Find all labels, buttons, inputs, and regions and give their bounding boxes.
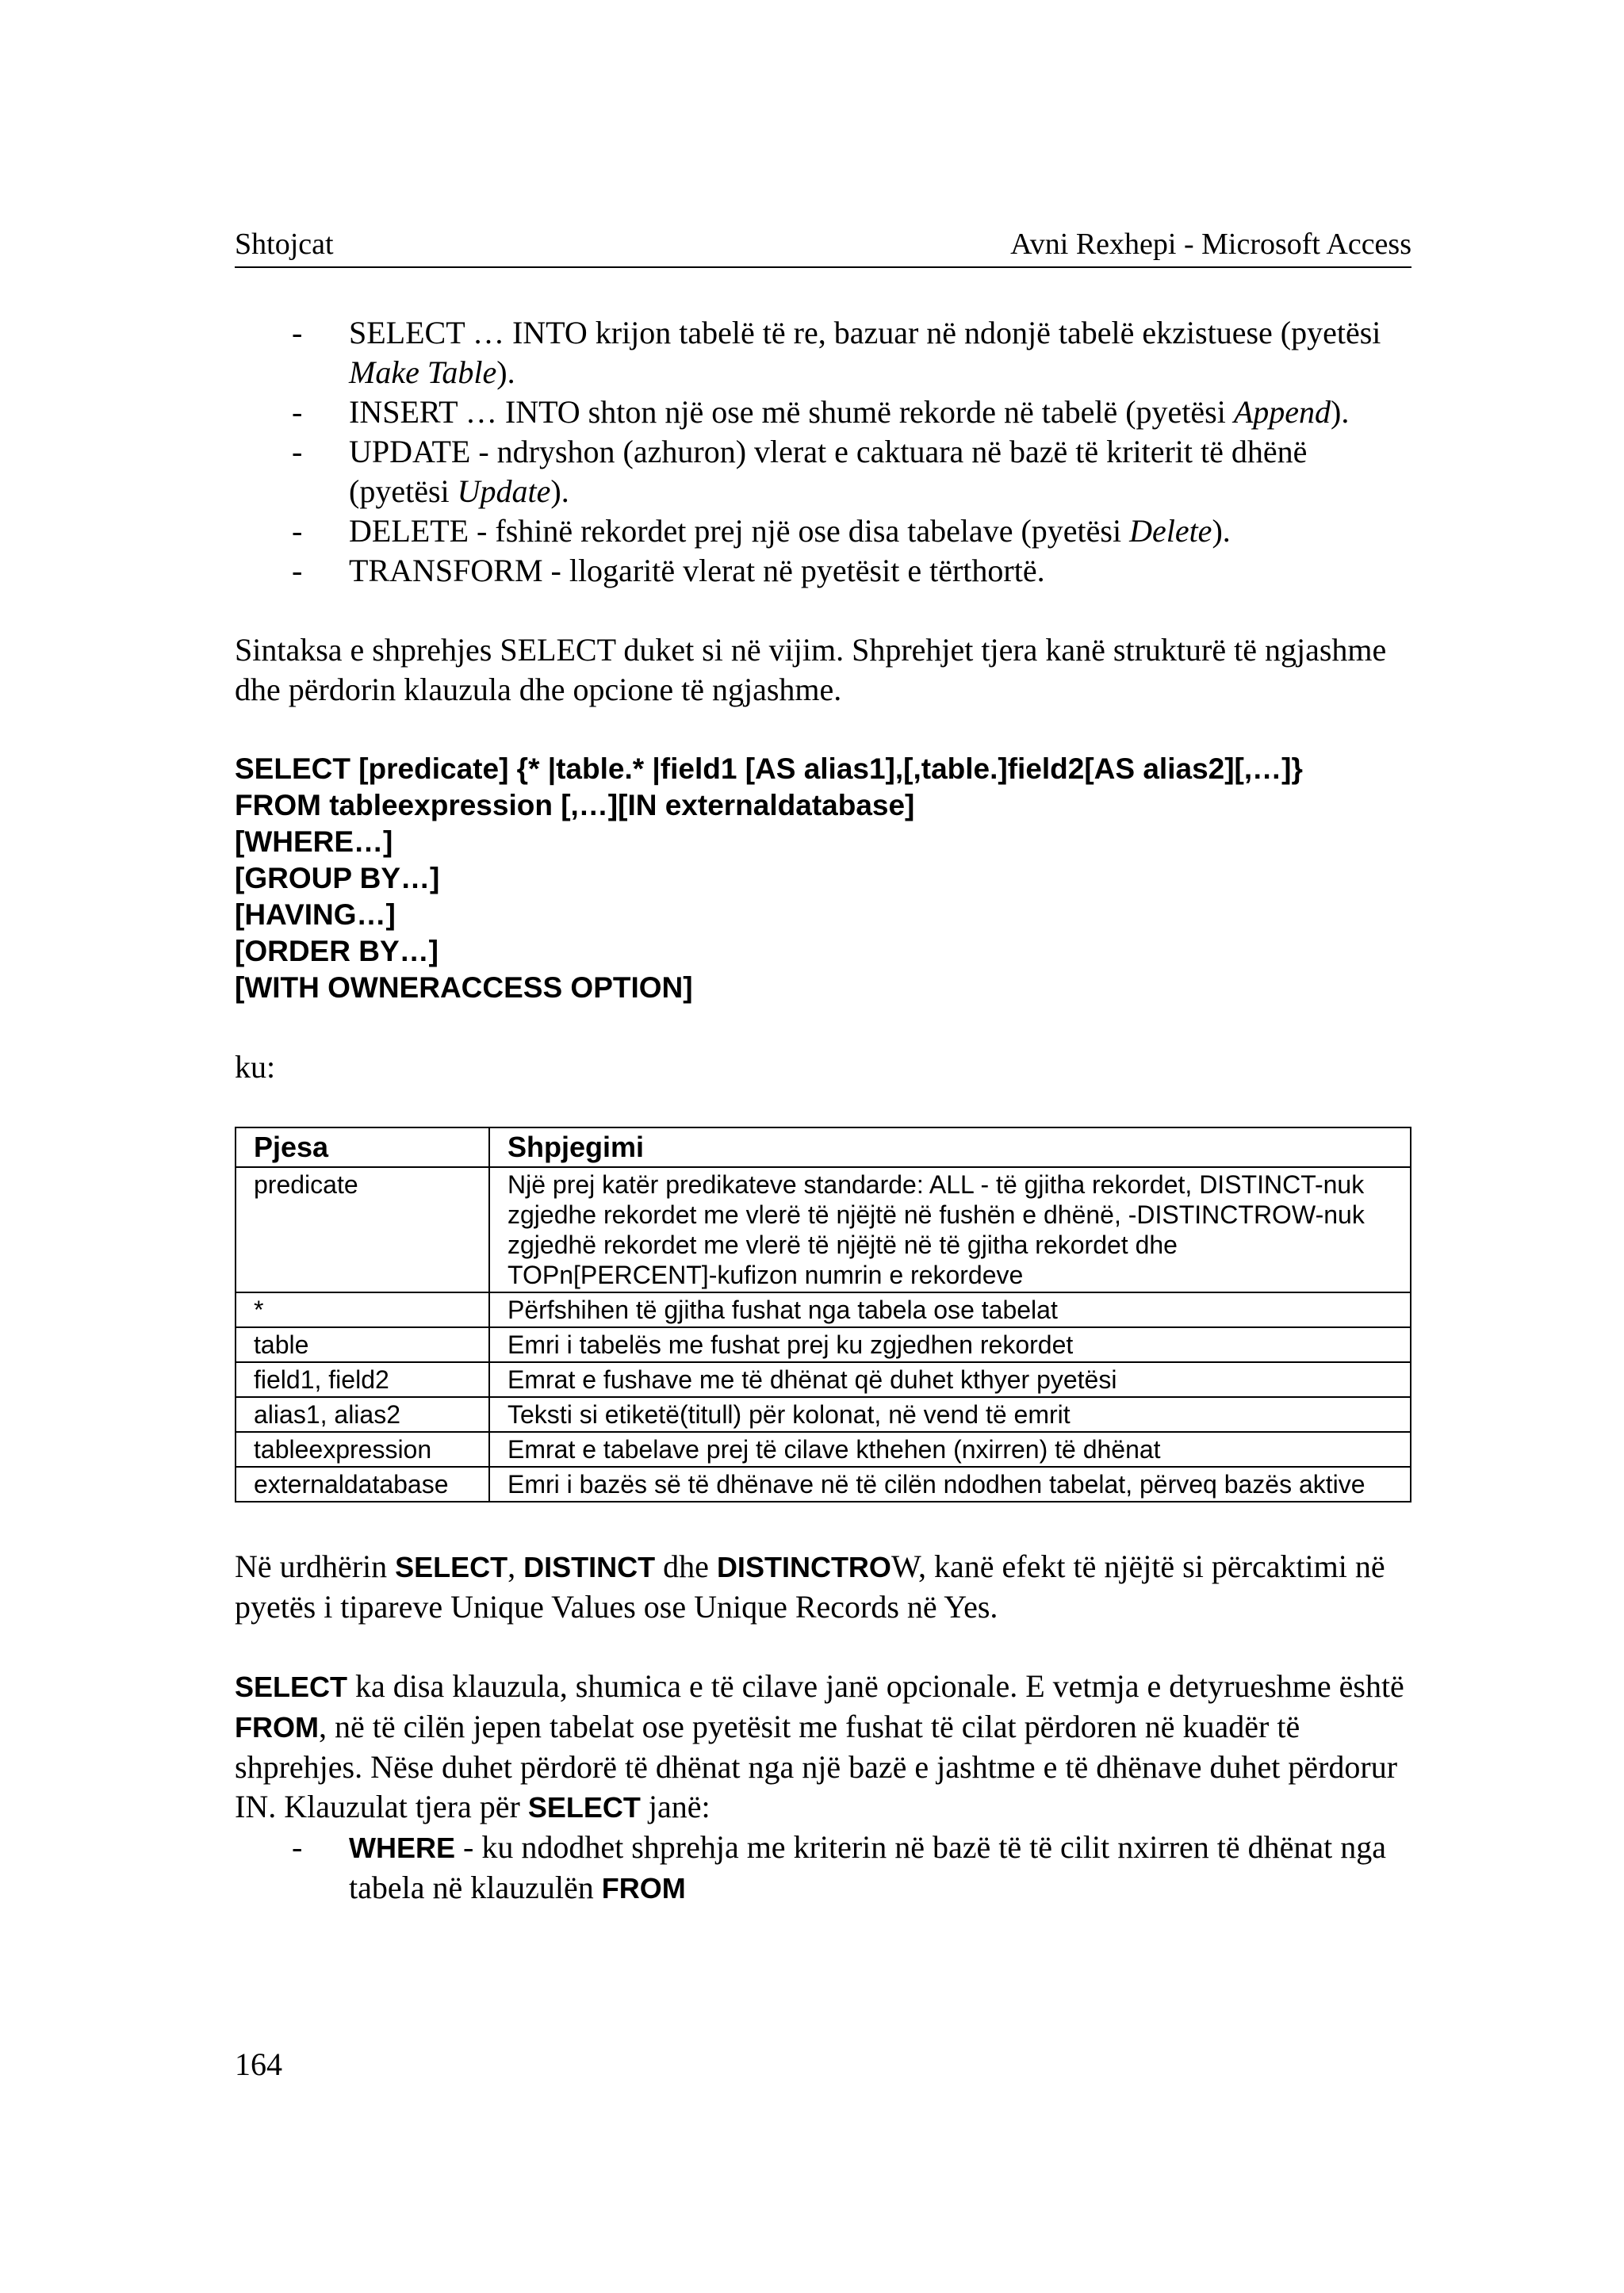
syntax-line: [WITH OWNERACCESS OPTION] xyxy=(235,971,693,1004)
table-cell: * xyxy=(236,1292,489,1327)
table-cell: alias1, alias2 xyxy=(236,1397,489,1432)
list-item: - WHERE - ku ndodhet shprehja me kriterin në bazë të të cilit nxirren të dhënat nga tabela në klauzulën FROM xyxy=(292,1829,1387,1905)
table-cell: predicate xyxy=(236,1167,489,1292)
table-cell: Përfshihen të gjitha fushat nga tabela ose tabelat xyxy=(489,1292,1411,1327)
select-syntax-block xyxy=(235,751,1411,1006)
table-cell: Emri i tabelës me fushat prej ku zgjedhen rekordet xyxy=(489,1327,1411,1362)
table-row xyxy=(236,1327,1411,1362)
page-content xyxy=(235,313,1411,1908)
clauses-paragraph: SELECT ka disa klauzula, shumica e të cilave janë opcionale. E vetmja e detyrueshme është FROM, në të cilën jepen tabelat ose pyetësit me fushat të cilat përdoren në kuadër të shprehjes. Nëse duhet përdorë të dhënat nga një bazë e jashtme e të dhënave duhet përdorur IN. Klauzulat tjera për SELECT janë: xyxy=(235,1668,1404,1824)
table-row xyxy=(236,1362,1411,1397)
page-number: 164 xyxy=(235,2046,282,2082)
header-author-title: Avni Rexhepi - Microsoft Access xyxy=(1010,228,1411,261)
table-row xyxy=(236,1397,1411,1432)
table-cell: tableexpression xyxy=(236,1432,489,1467)
syntax-line: [WHERE…] xyxy=(235,825,393,858)
table-cell: Emrat e fushave me të dhënat që duhet kthyer pyetësi xyxy=(489,1362,1411,1397)
table-cell: Një prej katër predikateve standarde: ALL - të gjitha rekordet, DISTINCT-nuk zgjedhe rekordet me vlerë të njëjtë në fushën e dhënë, -DISTINCTROW-nuk zgjedhë rekordet me vlerë të njëjtë në të gjitha rekordet dhe TOPn[PERCENT]-kufizon numrin e rekordeve xyxy=(489,1167,1411,1292)
table-row xyxy=(236,1467,1411,1502)
syntax-line: [HAVING…] xyxy=(235,898,396,931)
table-row xyxy=(236,1432,1411,1467)
list-item: - UPDATE - ndryshon (azhuron) vlerat e caktuara në bazë të kriterit të dhënë (pyetësi Update). xyxy=(292,434,1308,509)
table-cell: Emrat e tabelave prej të cilave kthehen (nxirren) të dhënat xyxy=(489,1432,1411,1467)
list-item: - INSERT … INTO shton një ose më shumë rekorde në tabelë (pyetësi Append). xyxy=(292,394,1350,430)
syntax-line: FROM tableexpression [,…][IN externaldatabase] xyxy=(235,789,915,821)
statement-list xyxy=(235,313,1411,591)
header-section-title: Shtojcat xyxy=(235,228,334,261)
column-header: Shpjegimi xyxy=(489,1127,1411,1167)
table-row xyxy=(236,1292,1411,1327)
table-cell: externaldatabase xyxy=(236,1467,489,1502)
syntax-line: [ORDER BY…] xyxy=(235,935,439,967)
syntax-parts-table xyxy=(235,1127,1411,1503)
column-header: Pjesa xyxy=(236,1127,489,1167)
table-row xyxy=(236,1167,1411,1292)
clause-list xyxy=(235,1828,1411,1908)
table-cell: table xyxy=(236,1327,489,1362)
table-cell: field1, field2 xyxy=(236,1362,489,1397)
intro-paragraph: Sintaksa e shprehjes SELECT duket si në vijim. Shprehjet tjera kanë strukturë të ngjashme dhe përdorin klauzula dhe opcione të ngjashme. xyxy=(235,632,1387,707)
ku-label: ku: xyxy=(235,1049,276,1085)
syntax-line: SELECT [predicate] {* |table.* |field1 [AS alias1],[,table.]field2[AS alias2][,…]} xyxy=(235,752,1303,785)
distinct-paragraph: Në urdhërin SELECT, DISTINCT dhe DISTINCTROW, kanë efekt të njëjtë si përcaktimi në pyetës i tipareve Unique Values ose Unique Records në Yes. xyxy=(235,1548,1385,1625)
table-cell: Emri i bazës së të dhënave në të cilën ndodhen tabelat, përveq bazës aktive xyxy=(489,1467,1411,1502)
syntax-line: [GROUP BY…] xyxy=(235,862,440,894)
list-item: - DELETE - fshinë rekordet prej një ose disa tabelave (pyetësi Delete). xyxy=(292,513,1231,549)
table-cell: Teksti si etiketë(titull) për kolonat, në vend të emrit xyxy=(489,1397,1411,1432)
page-header xyxy=(235,224,1411,268)
list-item: - SELECT … INTO krijon tabelë të re, bazuar në ndonjë tabelë ekzistuese (pyetësi Make Table). xyxy=(292,315,1381,390)
list-item: - TRANSFORM - llogaritë vlerat në pyetësit e tërthortë. xyxy=(292,553,1045,588)
table-header-row xyxy=(236,1127,1411,1167)
